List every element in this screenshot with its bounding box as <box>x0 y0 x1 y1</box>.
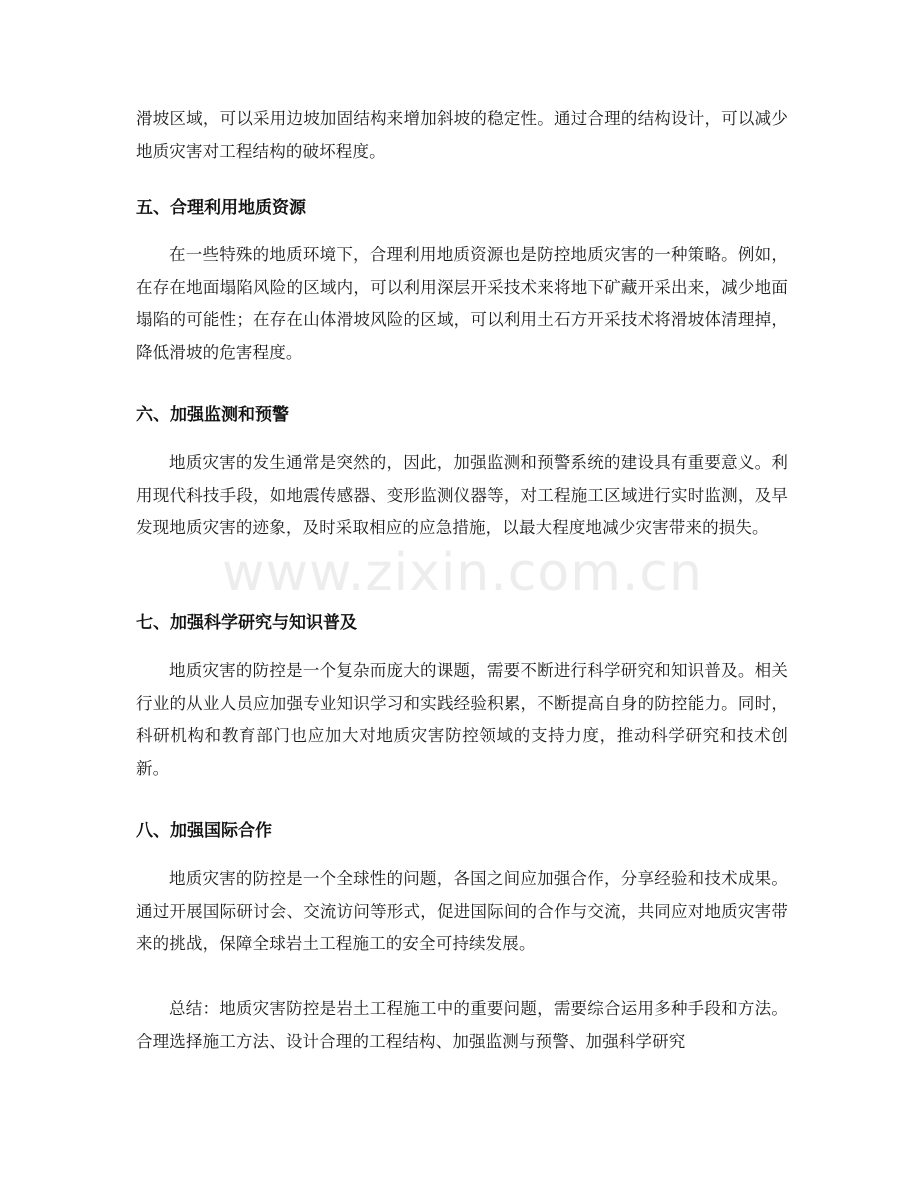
summary-paragraph: 总结：地质灾害防控是岩土工程施工中的重要问题，需要综合运用多种手段和方法。合理选择施工方法、设计合理的工程结构、加强监测与预警、加强科学研究 <box>136 999 788 1051</box>
section-heading-8: 八、加强国际合作 <box>136 821 272 841</box>
section-body-6: 地质灾害的发生通常是突然的，因此，加强监测和预警系统的建设具有重要意义。利用现代科技手段，如地震传感器、变形监测仪器等，对工程施工区域进行实时监测，及早发现地质灾害的迹象，及时采取相应的应急措施，以最大程度地减少灾害带来的损失。 <box>136 453 788 537</box>
section-heading-6: 六、加强监测和预警 <box>136 405 289 425</box>
watermark-text: www.zixin.com.cn <box>222 543 703 603</box>
section-heading-7: 七、加强科学研究与知识普及 <box>136 613 357 633</box>
section-body-8: 地质灾害的防控是一个全球性的问题，各国之间应加强合作，分享经验和技术成果。通过开展国际研讨会、交流访问等形式，促进国际间的合作与交流，共同应对地质灾害带来的挑战，保障全球岩土工程施工的安全可持续发展。 <box>136 869 788 953</box>
continuation-paragraph: 滑坡区域，可以采用边坡加固结构来增加斜坡的稳定性。通过合理的结构设计，可以减少地质灾害对工程结构的破坏程度。 <box>136 109 788 161</box>
section-body-7: 地质灾害的防控是一个复杂而庞大的课题，需要不断进行科学研究和知识普及。相关行业的从业人员应加强专业知识学习和实践经验积累，不断提高自身的防控能力。同时，科研机构和教育部门也应加大对地质灾害防控领域的支持力度，推动科学研究和技术创新。 <box>136 661 788 778</box>
section-body-5: 在一些特殊的地质环境下，合理利用地质资源也是防控地质灾害的一种策略。例如，在存在地面塌陷风险的区域内，可以利用深层开采技术来将地下矿藏开采出来，减少地面塌陷的可能性；在存在山体滑坡风险的区域，可以利用土石方开采技术将滑坡体清理掉，降低滑坡的危害程度。 <box>136 245 788 362</box>
section-heading-5: 五、合理利用地质资源 <box>136 198 306 218</box>
